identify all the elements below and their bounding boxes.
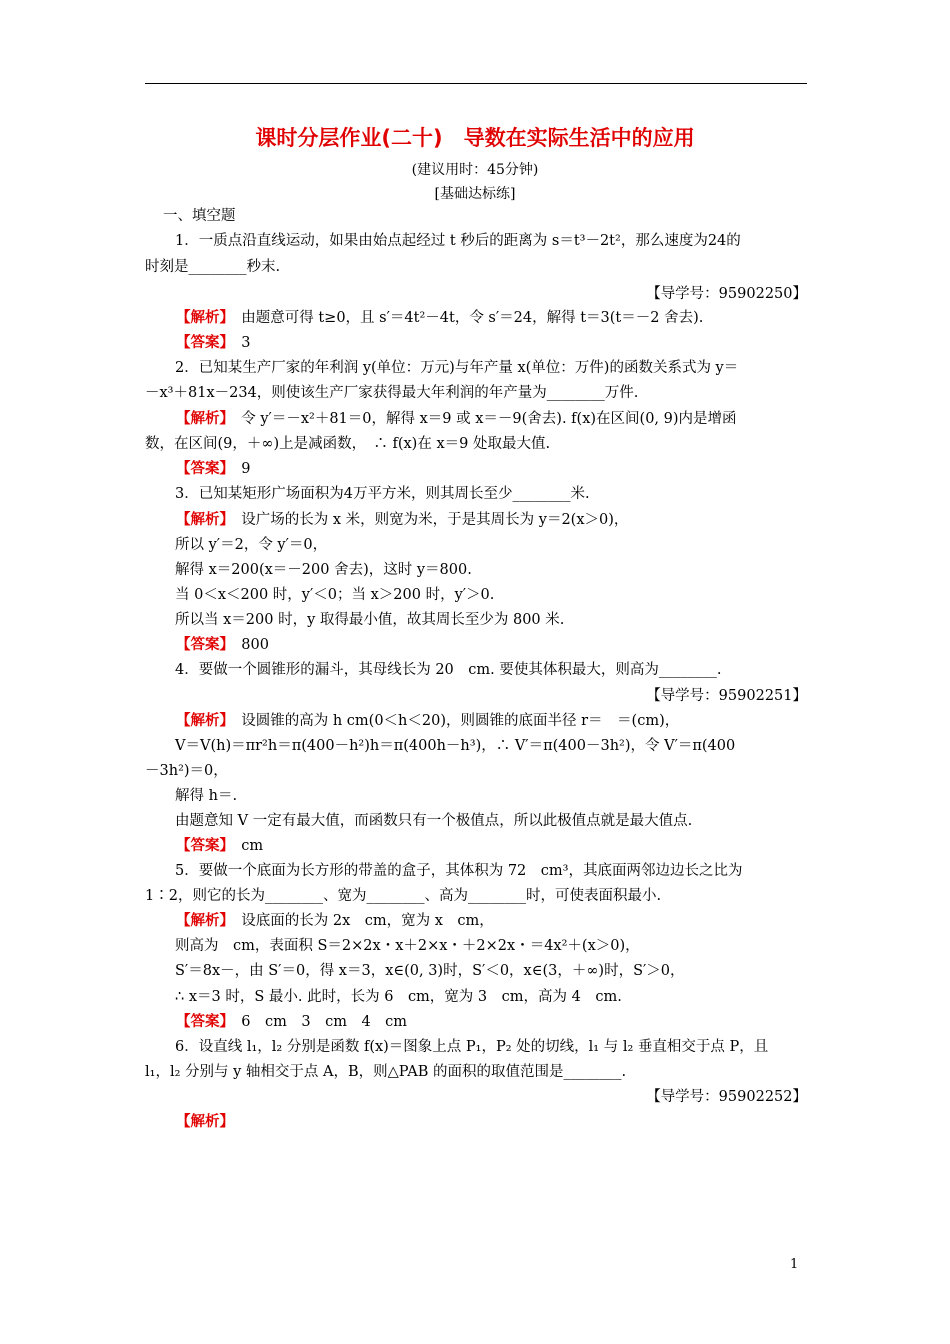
- suggested-time: (建议用时：45分钟): [411, 162, 539, 178]
- answer-tag: 【答案】: [176, 335, 227, 351]
- q5-analysis: [176, 911, 838, 931]
- q4-answer-text: cm: [241, 838, 264, 854]
- q3-analysis: [176, 510, 838, 530]
- answer-tag: 【答案】: [176, 637, 227, 653]
- q3-analysis-line5: 所以当 x＝200 时，y 取得最小值，故其周长至少为 800 米.: [175, 612, 565, 628]
- level-heading: [基础达标练]: [434, 186, 516, 202]
- answer-tag: 【答案】: [176, 1014, 227, 1030]
- q5-line2: 1∶2，则它的长为________、宽为________、高为________时，可使表面积最小.: [145, 888, 662, 904]
- q2-answer-text: 9: [241, 461, 251, 477]
- q6-guide-number: 【导学号：95902252】: [646, 1089, 807, 1105]
- answer-tag: 【答案】: [176, 461, 227, 477]
- q3-analysis-text: 设广场的长为 x 米，则宽为米，于是其周长为 y＝2(x＞0)，: [241, 512, 629, 528]
- analysis-tag: 【解析】: [176, 913, 227, 929]
- q5-line1: 5．要做一个底面为长方形的带盖的盒子，其体积为 72 cm³，其底面两邻边边长之比为: [175, 863, 743, 879]
- analysis-tag: 【解析】: [176, 713, 227, 729]
- q1-line2: 时刻是________秒末.: [145, 259, 281, 275]
- analysis-tag: 【解析】: [176, 1114, 234, 1130]
- q6-line1: 6．设直线 l₁，l₂ 分别是函数 f(x)＝图象上点 P₁，P₂ 处的切线，l₁ 与 l₂ 垂直相交于点 P，且: [175, 1039, 769, 1055]
- q6-line2: l₁，l₂ 分别与 y 轴相交于点 A，B，则△PAB 的面积的取值范围是________.: [145, 1064, 627, 1080]
- q2-line2: －x³＋81x－234，则使该生产厂家获得最大年利润的年产量为________万件.: [145, 385, 639, 401]
- q3-analysis-line2: 所以 y′＝2，令 y′＝0，: [175, 537, 328, 553]
- q1-guide-number: 【导学号：95902250】: [646, 286, 807, 302]
- q1-line1: 1．一质点沿直线运动，如果由始点起经过 t 秒后的距离为 s＝t³－2t²，那么速度为24的: [175, 233, 741, 249]
- analysis-tag: 【解析】: [176, 411, 227, 427]
- q4-analysis-line2: V＝V(h)＝πr²h＝π(400－h²)h＝π(400h－h³)，∴ V′＝π(400－3h²)，令 V′＝π(400: [175, 738, 736, 754]
- q2-line1: 2．已知某生产厂家的年利润 y(单位：万元)与年产量 x(单位：万件)的函数关系式为 y＝: [175, 360, 739, 376]
- header-rule: [145, 83, 807, 84]
- q4-analysis-line3: －3h²)＝0，: [145, 763, 228, 779]
- page-number: 1: [790, 1257, 799, 1272]
- analysis-tag: 【解析】: [176, 512, 227, 528]
- answer-tag: 【答案】: [176, 838, 227, 854]
- q4-guide-number: 【导学号：95902251】: [646, 688, 807, 704]
- q5-analysis-line3: S′＝8x－，由 S′＝0，得 x＝3，x∈(0, 3)时，S′＜0，x∈(3，＋∞)时，S′＞0，: [175, 963, 685, 979]
- analysis-tag: 【解析】: [176, 310, 227, 326]
- q2-analysis-line2: 数，在区间(9，＋∞)上是减函数， ∴ f(x)在 x＝9 处取最大值.: [145, 436, 551, 452]
- q4-analysis-line5: 由题意知 V 一定有最大值，而函数只有一个极值点，所以此极值点就是最大值点.: [175, 813, 693, 829]
- q5-answer: [176, 1012, 838, 1032]
- q5-analysis-line4: ∴ x＝3 时，S 最小. 此时，长为 6 cm，宽为 3 cm，高为 4 cm.: [175, 989, 622, 1005]
- q5-analysis-text: 设底面的长为 2x cm，宽为 x cm，: [241, 913, 494, 929]
- q3-analysis-line4: 当 0＜x＜200 时，y′＜0；当 x＞200 时，y′＞0.: [175, 587, 495, 603]
- q2-analysis: [176, 409, 838, 429]
- q4-line1: 4．要做一个圆锥形的漏斗，其母线长为 20 cm. 要使其体积最大，则高为________.: [175, 662, 722, 678]
- q4-answer: [176, 836, 838, 856]
- q1-analysis-text: 由题意可得 t≥0，且 s′＝4t²－4t，令 s′＝24，解得 t＝3(t＝－2 舍去).: [241, 310, 704, 326]
- q3-answer: [176, 635, 838, 655]
- q3-analysis-line3: 解得 x＝200(x＝－200 舍去)，这时 y＝800.: [175, 562, 472, 578]
- q2-analysis-text: 令 y′＝－x²＋81＝0，解得 x＝9 或 x＝－9(舍去). f(x)在区间(0, 9)内是增函: [241, 411, 737, 427]
- q1-analysis: [176, 308, 838, 328]
- q3-line1: 3．已知某矩形广场面积为4万平方米，则其周长至少________米.: [175, 486, 590, 502]
- q6-analysis: [176, 1112, 838, 1132]
- page-title: 课时分层作业(二十) 导数在实际生活中的应用: [255, 126, 695, 150]
- q5-analysis-line2: 则高为 cm，表面积 S＝2×2x・x＋2×x・＋2×2x・＝4x²＋(x＞0)，: [175, 938, 640, 954]
- section-heading: 一、填空题: [163, 208, 236, 224]
- q4-analysis-text: 设圆锥的高为 h cm(0＜h＜20)，则圆锥的底面半径 r＝ ＝(cm)，: [241, 713, 680, 729]
- q2-answer: [176, 459, 838, 479]
- q1-answer: [176, 333, 838, 353]
- q4-analysis: [176, 711, 838, 731]
- q5-answer-text: 6 cm 3 cm 4 cm: [241, 1014, 408, 1030]
- q1-answer-text: 3: [241, 335, 251, 351]
- q3-answer-text: 800: [241, 637, 269, 653]
- q4-analysis-line4: 解得 h＝.: [175, 788, 238, 804]
